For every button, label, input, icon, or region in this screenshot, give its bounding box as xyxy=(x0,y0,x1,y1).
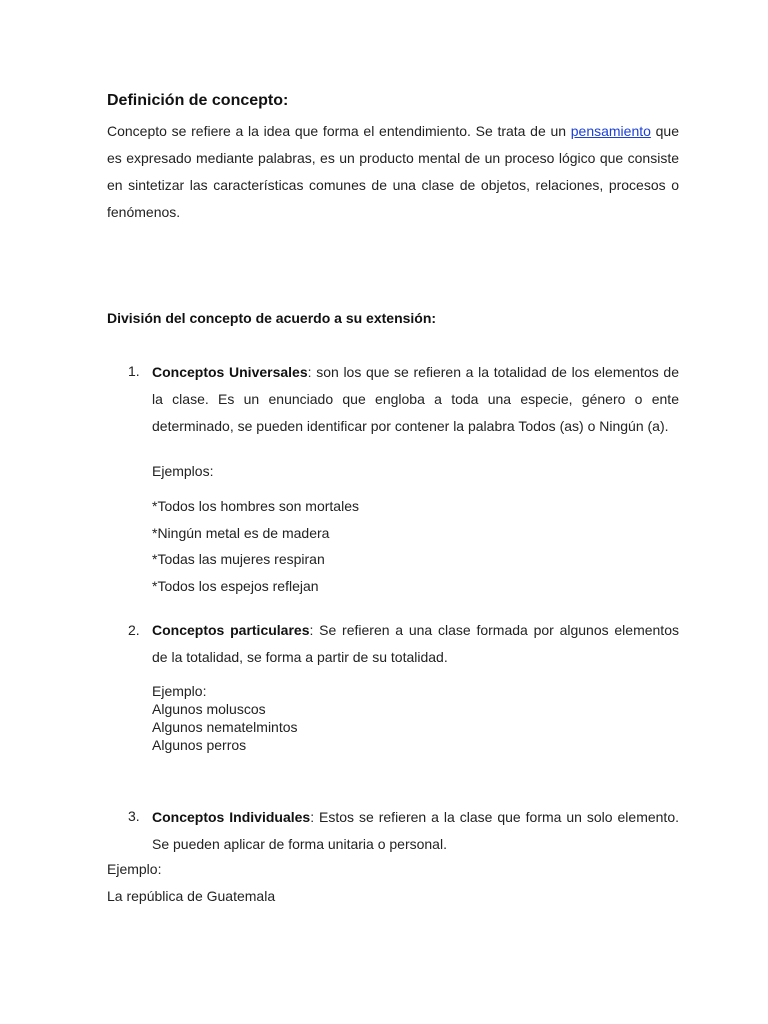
example-label: Ejemplo: xyxy=(107,861,162,877)
example-line: *Todos los hombres son mortales xyxy=(152,498,359,514)
item-term: Conceptos particulares xyxy=(152,622,310,638)
page-title: Definición de concepto: xyxy=(107,92,289,109)
example-line: Algunos moluscos xyxy=(152,701,266,717)
example-line: Algunos perros xyxy=(152,737,247,753)
item-particulares-text xyxy=(152,617,679,671)
item-description: : son los que se refieren a la totalidad de los elementos de la clase. Es un enunciado que engloba a toda una especie, género o ente determinado, se pueden identificar por contener la palabra Todos (as) o Ningún (a). xyxy=(152,364,679,434)
item-term: Conceptos Universales xyxy=(152,364,308,380)
example-label: Ejemplo: xyxy=(152,683,207,699)
item-universales-text xyxy=(152,359,679,440)
item-term: Conceptos Individuales xyxy=(152,809,311,825)
item-description: : Estos se refieren a la clase que forma un solo elemento. Se pueden aplicar de forma unitaria o personal. xyxy=(152,809,679,852)
definition-text-start: Concepto se refiere a la idea que forma el entendimiento. Se trata de un xyxy=(107,123,571,139)
example-line: La república de Guatemala xyxy=(107,888,276,904)
item-number: 1. xyxy=(128,363,140,379)
example-line: *Todas las mujeres respiran xyxy=(152,551,325,567)
item-description: : Se refieren a una clase formada por algunos elementos de la totalidad, se forma a partir de su totalidad. xyxy=(152,622,679,665)
definition-text-end: que es expresado mediante palabras, es un producto mental de un proceso lógico que consiste en sintetizar las características comunes de una clase de objetos, relaciones, procesos o fenómenos. xyxy=(107,123,679,220)
definition-paragraph xyxy=(107,118,679,226)
item-number: 3. xyxy=(128,808,140,824)
example-line: Algunos nematelmintos xyxy=(152,719,298,735)
item-individuales-text xyxy=(152,804,679,858)
example-line: *Todos los espejos reflejan xyxy=(152,578,319,594)
pensamiento-link[interactable]: pensamiento xyxy=(570,123,651,139)
example-label: Ejemplos: xyxy=(152,463,214,479)
division-heading: División del concepto de acuerdo a su extensión: xyxy=(107,310,437,326)
item-number: 2. xyxy=(128,622,140,638)
example-line: *Ningún metal es de madera xyxy=(152,525,330,541)
